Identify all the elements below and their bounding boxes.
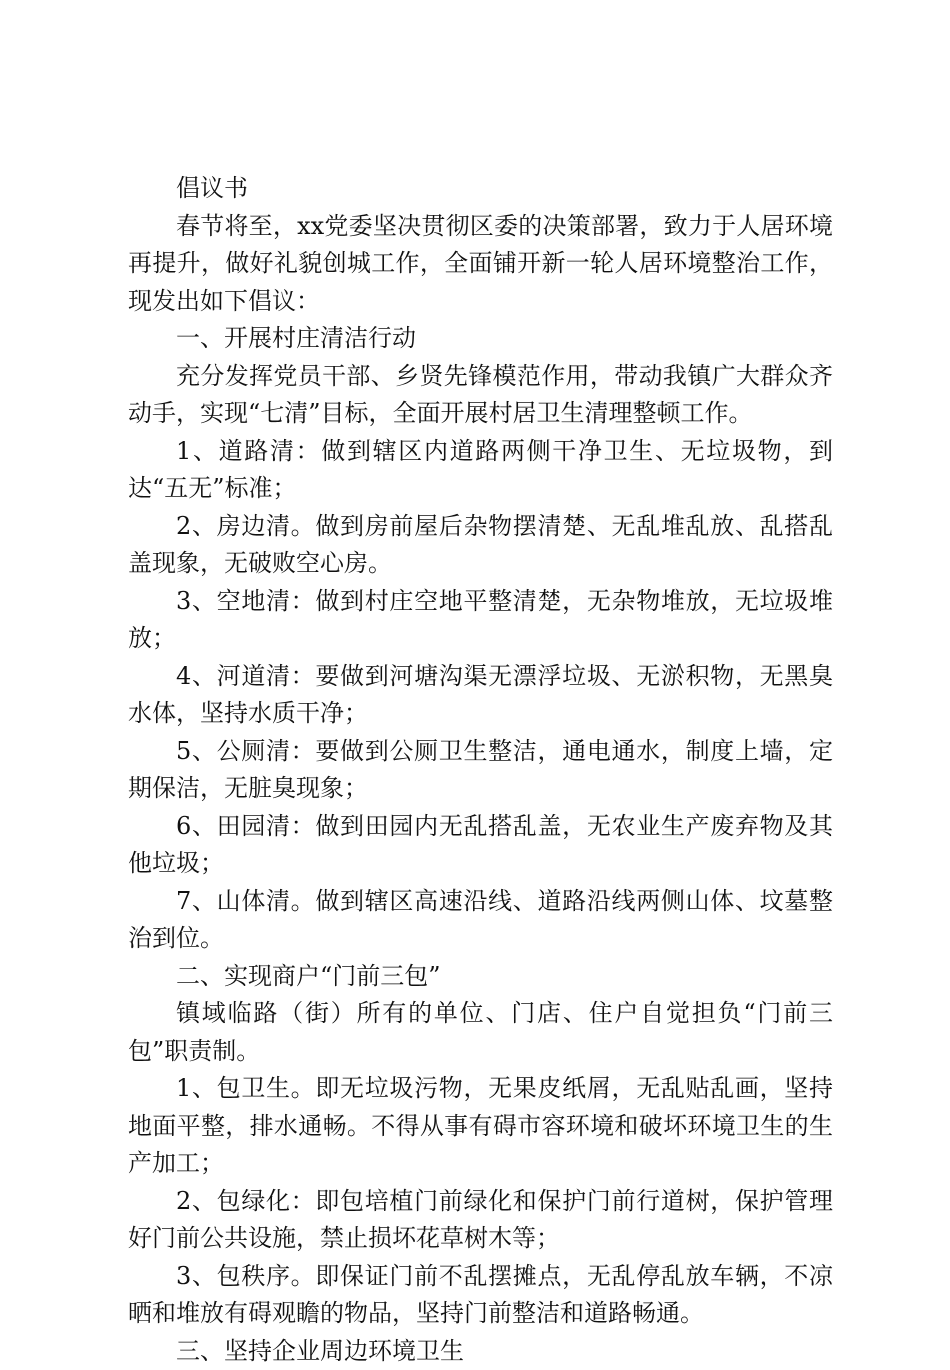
item-open-land: 3、空地清：做到村庄空地平整清楚，无杂物堆放，无垃圾堆放； [128, 583, 833, 658]
item-house: 2、房边清。做到房前屋后杂物摆清楚、无乱堆乱放、乱搭乱盖现象，无破败空心房。 [128, 508, 833, 583]
item-greening: 2、包绿化：即包培植门前绿化和保护门前行道树，保护管理好门前公共设施，禁止损坏花草树木等； [128, 1183, 833, 1258]
item-mountain: 7、山体清。做到辖区高速沿线、道路沿线两侧山体、坟墓整治到位。 [128, 883, 833, 958]
section-heading-3: 三、坚持企业周边环境卫生 [128, 1333, 833, 1370]
item-sanitation: 1、包卫生。即无垃圾污物，无果皮纸屑，无乱贴乱画，坚持地面平整，排水通畅。不得从事有碍市容环境和破坏环境卫生的生产加工； [128, 1070, 833, 1183]
item-toilet: 5、公厕清：要做到公厕卫生整洁，通电通水，制度上墙，定期保洁，无脏臭现象； [128, 733, 833, 808]
document-title: 倡议书 [128, 170, 833, 208]
section-2-intro: 镇域临路（街）所有的单位、门店、住户自觉担负“门前三包”职责制。 [128, 995, 833, 1070]
item-field: 6、田园清：做到田园内无乱搭乱盖，无农业生产废弃物及其他垃圾； [128, 808, 833, 883]
intro-paragraph: 春节将至，xx党委坚决贯彻区委的决策部署，致力于人居环境再提升，做好礼貌创城工作，全面铺开新一轮人居环境整治工作，现发出如下倡议： [128, 208, 833, 321]
item-road: 1、道路清：做到辖区内道路两侧干净卫生、无垃圾物，到达“五无”标准； [128, 433, 833, 508]
section-heading-1: 一、开展村庄清洁行动 [128, 320, 833, 358]
item-order: 3、包秩序。即保证门前不乱摆摊点，无乱停乱放车辆，不凉晒和堆放有碍观瞻的物品，坚持门前整洁和道路畅通。 [128, 1258, 833, 1333]
section-heading-2: 二、实现商户“门前三包” [128, 958, 833, 996]
section-1-intro: 充分发挥党员干部、乡贤先锋模范作用，带动我镇广大群众齐动手，实现“七清”目标，全面开展村居卫生清理整顿工作。 [128, 358, 833, 433]
document-body [128, 170, 833, 1370]
item-river: 4、河道清：要做到河塘沟渠无漂浮垃圾、无淤积物，无黑臭水体，坚持水质干净； [128, 658, 833, 733]
